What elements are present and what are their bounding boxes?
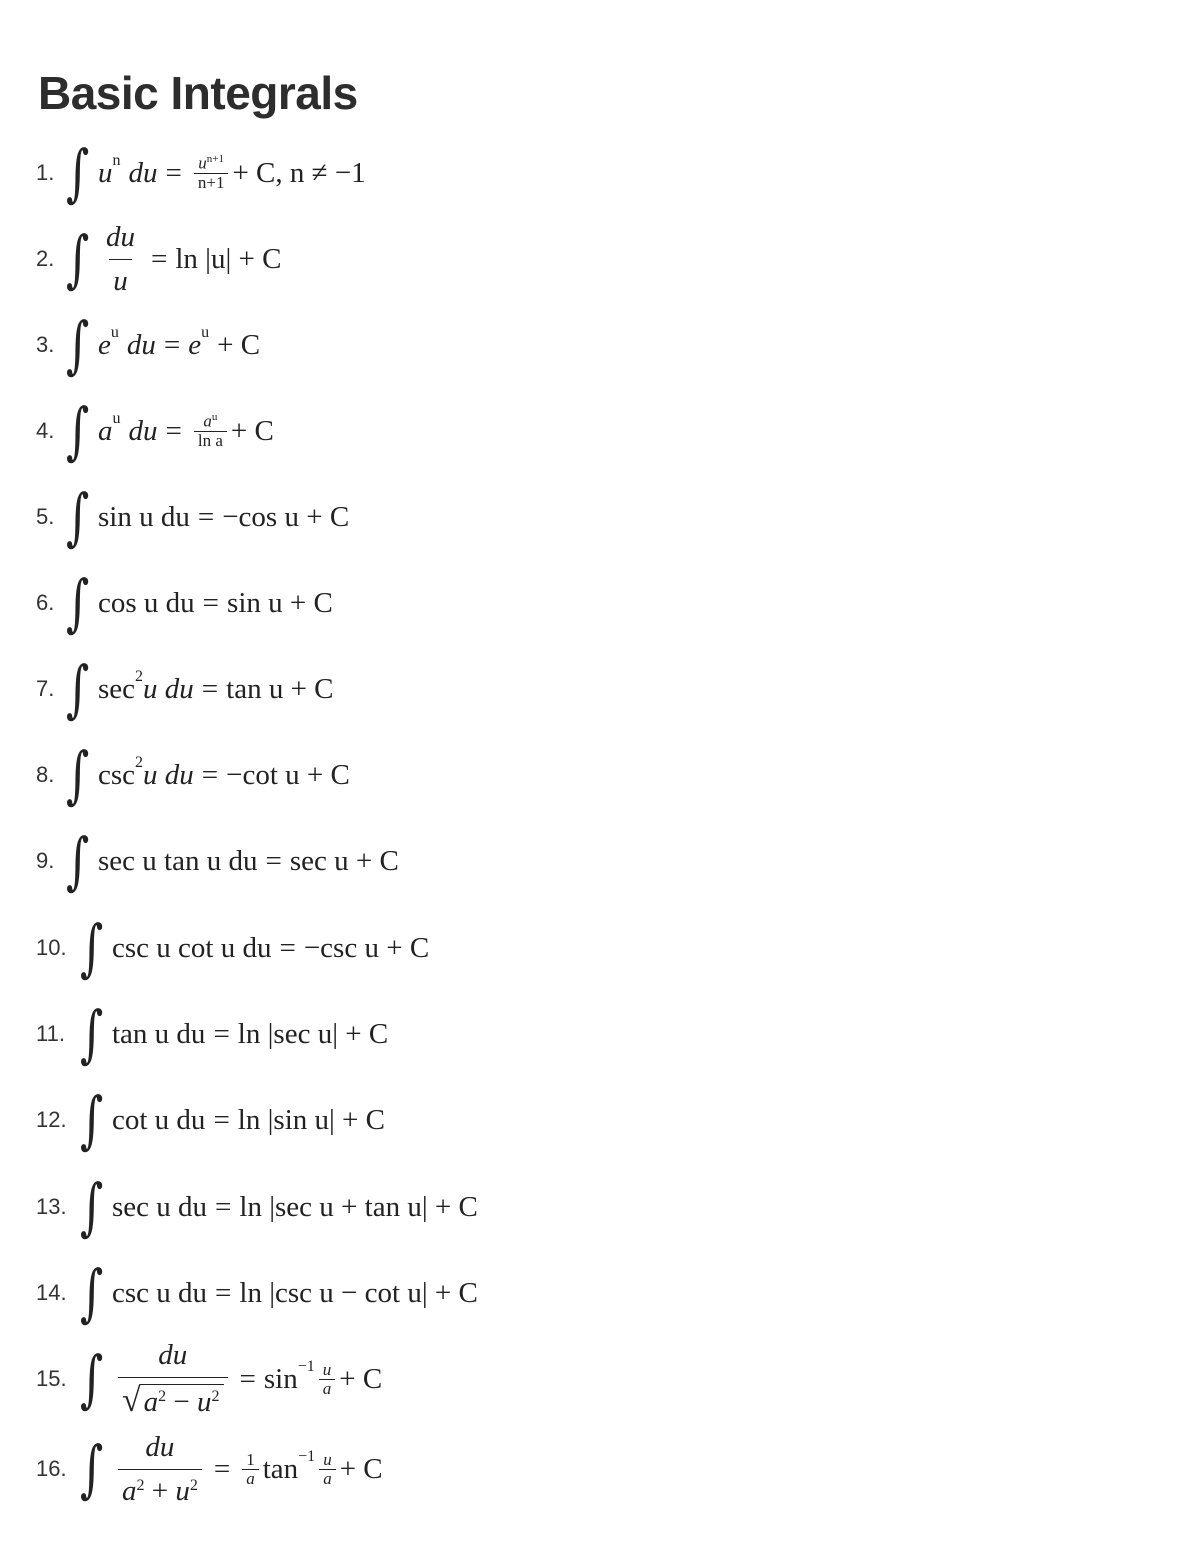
numerator-exponent: u xyxy=(211,411,218,424)
formula-number: 9. xyxy=(36,848,55,873)
integral-sign: ∫ xyxy=(66,738,90,811)
formula-expression xyxy=(98,474,349,560)
formula-number: 5. xyxy=(36,504,55,529)
formula-expression xyxy=(112,991,388,1077)
page-title: Basic Integrals xyxy=(38,67,358,119)
equals-sign: = xyxy=(197,500,215,533)
coefficient-numerator: 1 xyxy=(246,1449,255,1469)
formula-expression xyxy=(112,1250,478,1336)
formula-expression: sec $^2$ u du = tan u + C xyxy=(98,668,334,705)
rhs-function: tan xyxy=(262,1452,299,1485)
formula-lhs: csc u du xyxy=(112,1276,208,1309)
formula-rhs: −cot u + C xyxy=(226,758,350,791)
coefficient-denominator: a xyxy=(242,1469,259,1488)
coefficient-fraction xyxy=(242,1451,259,1488)
formula-row-11 xyxy=(0,991,1200,1077)
formula-number: 4. xyxy=(36,418,55,443)
fraction xyxy=(102,222,139,296)
differential: du xyxy=(128,414,158,447)
formula-expression xyxy=(112,905,429,991)
equals-sign: = xyxy=(213,1103,230,1136)
fraction-numerator: a xyxy=(203,411,212,431)
square-root xyxy=(122,1381,224,1419)
differential: du xyxy=(128,156,158,189)
integral-sign: ∫ xyxy=(66,394,90,467)
integral-sign: ∫ xyxy=(66,222,90,295)
formula-row-15 xyxy=(0,1336,1200,1422)
radical-sign: √ xyxy=(122,1381,141,1419)
formula-rhs: −cos u + C xyxy=(222,500,350,533)
integral-sign: ∫ xyxy=(66,136,90,209)
formula-expression: a $^u$ du = $\frac{a^u}{\text{ln a}}$ + C xyxy=(98,410,274,450)
differential: du xyxy=(126,328,156,361)
fraction-denominator: u xyxy=(109,259,132,296)
formula-expression: $\frac{du}{a^2 + u^2}$ = $\frac{1}{a}$ tan $^{-1}$ $\frac{u}{a}$ + C xyxy=(114,1426,383,1512)
integral-sign: ∫ xyxy=(66,566,90,639)
integral-sign: ∫ xyxy=(66,308,90,381)
equals-sign: = xyxy=(165,156,182,189)
equals-sign: = xyxy=(165,414,182,447)
integral-sign: ∫ xyxy=(66,652,90,725)
formula-number: 11. xyxy=(36,1021,65,1046)
formula-lhs-rest: u du xyxy=(143,672,194,705)
formula-rhs: tan u + C xyxy=(226,672,334,705)
integrand-base: e xyxy=(98,328,111,361)
integrand-base: a xyxy=(98,414,113,447)
formula-rhs: ln |u| + C xyxy=(175,242,282,275)
formula-row-2 xyxy=(0,216,1200,302)
equals-sign: = xyxy=(151,242,168,275)
formula-lhs: cot u du xyxy=(112,1103,206,1136)
formula-number: 7. xyxy=(36,676,55,701)
formula-rhs: ln |sec u| + C xyxy=(237,1017,389,1050)
formula-row-8 xyxy=(0,732,1200,818)
formula-expression: u $^n$ du = $\frac{u^{n+1}}{n+1}$ + C, n ≠ −1 xyxy=(98,152,366,192)
radicand-u: u xyxy=(197,1386,212,1419)
rhs-fraction-numerator: u xyxy=(323,1449,332,1469)
formula-number: 14. xyxy=(36,1280,67,1305)
integral-sign: ∫ xyxy=(80,1432,104,1505)
formula-rhs: sin u + C xyxy=(227,586,333,619)
fraction-denominator xyxy=(118,1377,228,1418)
fraction-numerator: du xyxy=(106,221,135,254)
equals-sign: = xyxy=(213,1017,230,1050)
formula-row-9 xyxy=(0,818,1200,904)
equals-sign: = xyxy=(239,1362,256,1395)
formula-rhs: ln |sin u| + C xyxy=(237,1103,386,1136)
formula-row-10 xyxy=(0,905,1200,991)
radicand-a: a xyxy=(143,1386,159,1419)
formula-number: 15. xyxy=(36,1366,67,1391)
formula-row-5 xyxy=(0,474,1200,560)
equals-sign: = xyxy=(265,844,282,877)
formula-tail: + C xyxy=(230,414,274,447)
formula-number: 10. xyxy=(36,935,67,960)
formula-row-6 xyxy=(0,560,1200,646)
formula-row-7 xyxy=(0,646,1200,732)
formula-number: 2. xyxy=(36,246,55,271)
integral-sign: ∫ xyxy=(66,824,90,897)
equals-sign: = xyxy=(201,758,219,791)
formula-lhs: tan u du xyxy=(112,1017,206,1050)
formula-number: 1. xyxy=(36,160,55,185)
formula-lhs-function: csc xyxy=(98,758,136,791)
equals-sign: = xyxy=(201,672,219,705)
rhs-fraction xyxy=(319,1451,336,1488)
denominator-a-exponent: 2 xyxy=(136,1476,145,1494)
formula-lhs: cos u du xyxy=(98,586,195,619)
formula-row-3 xyxy=(0,302,1200,388)
formula-expression xyxy=(112,1077,385,1163)
formula-expression: du √ $a^2 - u^2$ = sin $^{-1}$ $\frac{u}{a}$ + C xyxy=(114,1336,382,1422)
radicand xyxy=(140,1384,224,1417)
integral-sign: ∫ xyxy=(66,480,90,553)
fraction xyxy=(194,154,229,191)
fraction-denominator xyxy=(118,1469,202,1506)
integral-sign: ∫ xyxy=(80,1342,104,1415)
integral-sign: ∫ xyxy=(80,1170,104,1243)
equals-sign: = xyxy=(163,328,181,361)
formula-expression: csc $^2$ u du = −cot u + C xyxy=(98,754,350,791)
numerator-exponent: n+1 xyxy=(206,153,225,166)
fraction-denominator: ln a xyxy=(194,431,227,450)
denominator-a: a xyxy=(122,1474,137,1507)
formula-number: 12. xyxy=(36,1107,67,1132)
integral-sign: ∫ xyxy=(80,911,104,984)
formula-lhs: sec u du xyxy=(112,1190,208,1223)
fraction-numerator: du xyxy=(158,1339,188,1372)
fraction xyxy=(194,412,227,449)
integral-sign: ∫ xyxy=(80,997,104,1070)
formula-lhs-rest: u du xyxy=(143,758,194,791)
formula-tail: + C xyxy=(339,1362,383,1395)
equals-sign: = xyxy=(213,1452,231,1485)
formula-lhs: sec u tan u du xyxy=(98,844,258,877)
fraction-numerator: u xyxy=(198,153,207,173)
rhs-fraction-numerator: u xyxy=(322,1359,332,1379)
formula-lhs: csc u cot u du xyxy=(112,931,272,964)
formula-row-14 xyxy=(0,1250,1200,1336)
formula-row-4 xyxy=(0,388,1200,474)
denominator-u-exponent: 2 xyxy=(189,1476,198,1494)
radicand-u-exponent: 2 xyxy=(211,1388,220,1406)
formula-tail: + C xyxy=(217,328,261,361)
formula-expression: e $^u$ du = e $^u$ + C xyxy=(98,324,261,361)
formula-rhs: ln |csc u − cot u| + C xyxy=(239,1276,478,1309)
formula-expression xyxy=(98,818,399,904)
formula-row-16 xyxy=(0,1426,1200,1512)
equals-sign: = xyxy=(279,931,296,964)
denominator-u: u xyxy=(175,1474,190,1507)
formula-number: 13. xyxy=(36,1194,67,1219)
formula-rhs: sec u + C xyxy=(289,844,399,877)
formula-lhs: sin u du xyxy=(98,500,190,533)
formula-number: 6. xyxy=(36,590,55,615)
plus-sign: + xyxy=(151,1474,169,1507)
formula-row-13 xyxy=(0,1164,1200,1250)
rhs-base: e xyxy=(188,328,202,361)
integral-sign: ∫ xyxy=(80,1256,104,1329)
integral-sign: ∫ xyxy=(80,1083,104,1156)
formula-tail: + C, n ≠ −1 xyxy=(232,156,366,189)
formula-number: 16. xyxy=(36,1456,67,1481)
rhs-fraction-denominator: a xyxy=(319,1379,336,1398)
rhs-fraction xyxy=(319,1361,336,1398)
equals-sign: = xyxy=(215,1190,232,1223)
formula-rhs: −csc u + C xyxy=(303,931,430,964)
equals-sign: = xyxy=(215,1276,232,1309)
minus-sign: − xyxy=(173,1386,190,1419)
fraction-numerator: du xyxy=(145,1431,175,1464)
formula-expression xyxy=(112,1164,478,1250)
formula-number: 3. xyxy=(36,332,55,357)
fraction xyxy=(118,1340,228,1417)
formula-rhs: ln |sec u + tan u| + C xyxy=(239,1190,478,1223)
fraction xyxy=(118,1432,202,1506)
formula-row-1 xyxy=(0,130,1200,216)
integrand-base: u xyxy=(98,156,113,189)
formula-tail: + C xyxy=(339,1452,383,1485)
radicand-a-exponent: 2 xyxy=(158,1388,167,1406)
rhs-fraction-denominator: a xyxy=(319,1469,336,1488)
formula-lhs-function: sec xyxy=(98,672,136,705)
rhs-function: sin xyxy=(263,1362,298,1395)
formula-expression xyxy=(98,560,333,646)
formula-expression xyxy=(98,216,281,302)
fraction-denominator: n+1 xyxy=(194,173,229,192)
formula-row-12 xyxy=(0,1077,1200,1163)
formula-number: 8. xyxy=(36,762,55,787)
equals-sign: = xyxy=(202,586,220,619)
